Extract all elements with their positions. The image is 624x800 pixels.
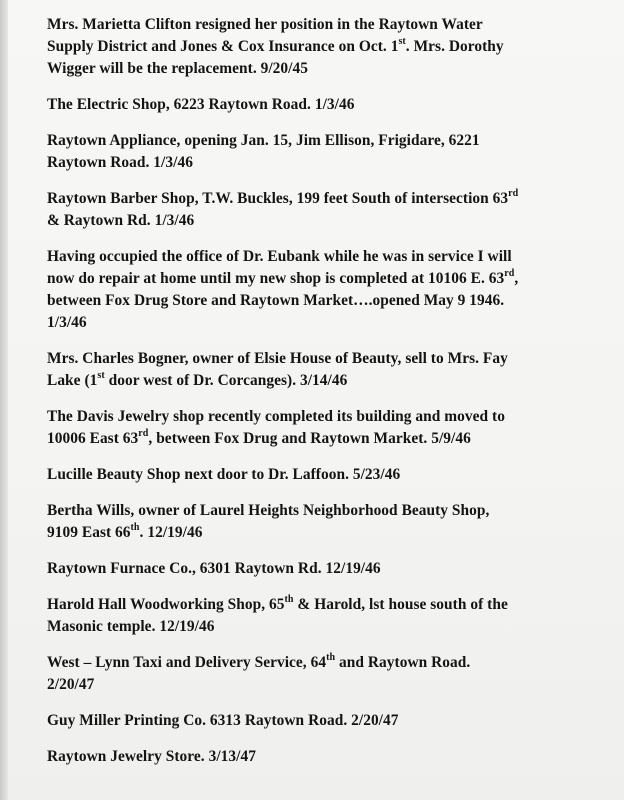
entry-item — [47, 94, 607, 116]
entry-line — [47, 464, 607, 486]
entry-line — [47, 94, 607, 116]
entry-text: Harold Hall Woodworking Shop, 65 — [47, 596, 285, 613]
entry-text: The Electric Shop, 6223 Raytown Road. 1/3/46 — [47, 96, 355, 113]
entry-text: now do repair at home until my new shop is completed at 10106 E. 63 — [47, 270, 505, 287]
ordinal-superscript: rd — [508, 187, 519, 199]
entry-item — [47, 710, 607, 732]
entry-item — [47, 406, 607, 450]
ordinal-superscript: st — [398, 35, 406, 47]
entry-text: between Fox Drug Store and Raytown Market….opened May 9 1946. — [47, 292, 505, 309]
entry-text: door west of Dr. Corcanges). 3/14/46 — [104, 372, 348, 389]
entry-text: Lucille Beauty Shop next door to Dr. Laffoon. 5/23/46 — [47, 466, 401, 483]
entry-text: West – Lynn Taxi and Delivery Service, 64 — [47, 654, 327, 671]
entry-text: Lake (1 — [47, 372, 98, 389]
entry-text: Mrs. Marietta Clifton resigned her position in the Raytown Water — [47, 16, 483, 33]
entry-line — [47, 370, 607, 392]
entry-item — [47, 246, 607, 334]
entry-text: 1/3/46 — [47, 314, 87, 331]
entry-text: , between Fox Drug and Raytown Market. 5/9/46 — [148, 430, 471, 447]
entry-line — [47, 188, 607, 210]
entry-text: 9109 East 66 — [47, 524, 131, 541]
entry-line — [47, 746, 607, 768]
entry-text: . 12/19/46 — [139, 524, 203, 541]
entry-text: Raytown Furnace Co., 6301 Raytown Rd. 12/19/46 — [47, 560, 381, 577]
entry-line — [47, 522, 607, 544]
page-edge-shadow — [0, 0, 8, 800]
entry-line — [47, 36, 607, 58]
ordinal-superscript: rd — [504, 267, 515, 279]
entry-item — [47, 14, 607, 80]
entry-item — [47, 348, 607, 392]
entry-list — [47, 14, 607, 782]
entry-text: and Raytown Road. — [335, 654, 471, 671]
entry-text: Wigger will be the replacement. 9/20/45 — [47, 60, 308, 77]
entry-text: Guy Miller Printing Co. 6313 Raytown Road. 2/20/47 — [47, 712, 399, 729]
entry-text: Supply District and Jones & Cox Insurance on Oct. 1 — [47, 38, 399, 55]
entry-line — [47, 290, 607, 312]
entry-line — [47, 594, 607, 616]
entry-item — [47, 188, 607, 232]
entry-text: Masonic temple. 12/19/46 — [47, 618, 215, 635]
entry-text: 10006 East 63 — [47, 430, 139, 447]
entry-text: Having occupied the office of Dr. Eubank while he was in service I will — [47, 248, 512, 265]
entry-line — [47, 558, 607, 580]
entry-text: The Davis Jewelry shop recently completed its building and moved to — [47, 408, 505, 425]
ordinal-superscript: th — [284, 593, 294, 605]
entry-text: . Mrs. Dorothy — [405, 38, 504, 55]
entry-line — [47, 312, 607, 334]
entry-item — [47, 594, 607, 638]
entry-line — [47, 348, 607, 370]
entry-text: , — [514, 270, 519, 287]
entry-text: Raytown Road. 1/3/46 — [47, 154, 193, 171]
ordinal-superscript: rd — [138, 427, 149, 439]
entry-line — [47, 710, 607, 732]
ordinal-superscript: th — [130, 521, 140, 533]
entry-text: Raytown Appliance, opening Jan. 15, Jim Ellison, Frigidare, 6221 — [47, 132, 480, 149]
entry-line — [47, 130, 607, 152]
entry-line — [47, 152, 607, 174]
entry-item — [47, 500, 607, 544]
ordinal-superscript: th — [326, 651, 336, 663]
entry-item — [47, 558, 607, 580]
entry-text: Bertha Wills, owner of Laurel Heights Neighborhood Beauty Shop, — [47, 502, 490, 519]
entry-line — [47, 616, 607, 638]
entry-line — [47, 428, 607, 450]
entry-text: Mrs. Charles Bogner, owner of Elsie House of Beauty, sell to Mrs. Fay — [47, 350, 508, 367]
entry-line — [47, 14, 607, 36]
entry-item — [47, 130, 607, 174]
entry-text: 2/20/47 — [47, 676, 95, 693]
entry-line — [47, 246, 607, 268]
entry-line — [47, 674, 607, 696]
entry-line — [47, 210, 607, 232]
entry-item — [47, 746, 607, 768]
entry-line — [47, 500, 607, 522]
entry-text: Raytown Barber Shop, T.W. Buckles, 199 feet South of intersection 63 — [47, 190, 509, 207]
entry-text: & Raytown Rd. 1/3/46 — [47, 212, 195, 229]
entry-line — [47, 652, 607, 674]
entry-text: & Harold, lst house south of the — [293, 596, 508, 613]
entry-item — [47, 464, 607, 486]
entry-line — [47, 58, 607, 80]
entry-line — [47, 406, 607, 428]
entry-line — [47, 268, 607, 290]
entry-text: Raytown Jewelry Store. 3/13/47 — [47, 748, 256, 765]
ordinal-superscript: st — [97, 369, 105, 381]
entry-item — [47, 652, 607, 696]
